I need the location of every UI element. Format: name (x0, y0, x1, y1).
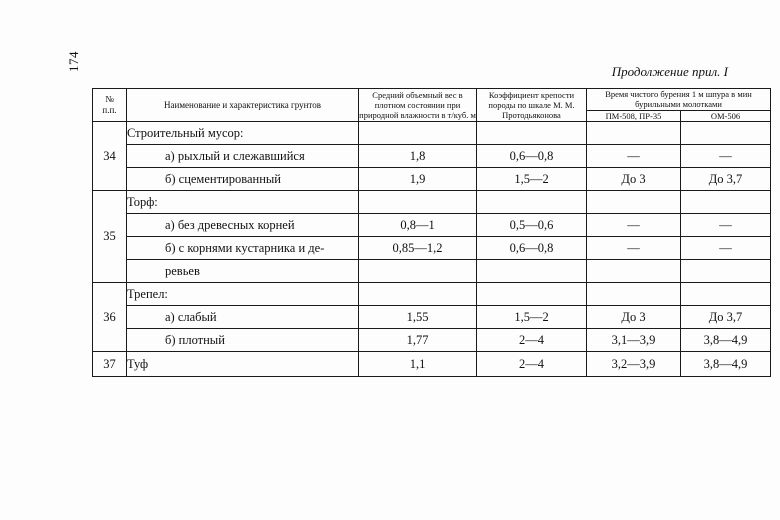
table-row (93, 283, 771, 306)
table-body (93, 122, 771, 377)
table-row (93, 191, 771, 214)
cell-time-pm508: До 3 (587, 168, 681, 191)
cell-time-pm508 (587, 122, 681, 145)
cell-density (359, 260, 477, 283)
cell-row-number: 34 (93, 122, 127, 191)
cell-strength: 2—4 (477, 352, 587, 377)
cell-time-om506: — (681, 214, 771, 237)
cell-time-pm508: — (587, 237, 681, 260)
cell-strength (477, 283, 587, 306)
table-row (93, 260, 771, 283)
cell-time-om506 (681, 283, 771, 306)
cell-soil-name: Туф (127, 352, 359, 377)
cell-time-pm508 (587, 191, 681, 214)
cell-time-pm508: До 3 (587, 306, 681, 329)
cell-strength: 1,5—2 (477, 168, 587, 191)
cell-time-pm508: 3,1—3,9 (587, 329, 681, 352)
cell-density: 0,8—1 (359, 214, 477, 237)
cell-strength: 0,6—0,8 (477, 237, 587, 260)
cell-density (359, 122, 477, 145)
header-strength-coefficient: Коэффициент крепости породы по шкале М. М. Протодьяконова (477, 89, 587, 122)
cell-density: 0,85—1,2 (359, 237, 477, 260)
cell-time-om506 (681, 260, 771, 283)
cell-soil-name: а) слабый (127, 306, 359, 329)
continuation-note: Продолжение прил. I (611, 64, 728, 79)
cell-soil-name: Трепел: (127, 283, 359, 306)
cell-soil-name: б) с корнями кустарника и де- (127, 237, 359, 260)
cell-time-om506: До 3,7 (681, 168, 771, 191)
cell-strength: 0,5—0,6 (477, 214, 587, 237)
cell-row-number: 37 (93, 352, 127, 377)
cell-strength (477, 260, 587, 283)
cell-strength: 2—4 (477, 329, 587, 352)
header-drill-pm508: ПМ-508, ПР-35 (587, 110, 681, 121)
cell-time-om506 (681, 122, 771, 145)
cell-time-om506: — (681, 145, 771, 168)
cell-strength (477, 191, 587, 214)
table-row (93, 168, 771, 191)
cell-strength: 0,6—0,8 (477, 145, 587, 168)
cell-density: 1,77 (359, 329, 477, 352)
cell-soil-name: б) сцементированный (127, 168, 359, 191)
cell-soil-name: Торф: (127, 191, 359, 214)
cell-density: 1,8 (359, 145, 477, 168)
table-row (93, 329, 771, 352)
cell-time-om506: 3,8—4,9 (681, 352, 771, 377)
cell-time-pm508: — (587, 214, 681, 237)
table-row (93, 237, 771, 260)
header-soil-name: Наименование и характеристика грунтов (127, 89, 359, 122)
cell-density (359, 191, 477, 214)
table-row (93, 214, 771, 237)
header-density: Средний объемный вес в плотном состоянии при природной влажности в т/куб. м (359, 89, 476, 121)
cell-time-pm508: — (587, 145, 681, 168)
cell-density: 1,1 (359, 352, 477, 377)
cell-time-om506: До 3,7 (681, 306, 771, 329)
cell-density (359, 283, 477, 306)
header-row-number (93, 89, 127, 122)
soil-properties-table (92, 88, 771, 377)
header-drilling-time: Время чистого бурения 1 м шпура в мин бурильными молотками (587, 89, 771, 111)
header-row-number-line1: № (105, 94, 114, 105)
cell-time-om506: — (681, 237, 771, 260)
cell-soil-name: ревьев (127, 260, 359, 283)
cell-soil-name: а) без древесных корней (127, 214, 359, 237)
cell-row-number: 36 (93, 283, 127, 352)
cell-strength (477, 122, 587, 145)
table-row (93, 145, 771, 168)
cell-density: 1,55 (359, 306, 477, 329)
cell-strength: 1,5—2 (477, 306, 587, 329)
cell-time-pm508 (587, 260, 681, 283)
page-number: 174 (66, 51, 81, 72)
cell-soil-name: Строительный мусор: (127, 122, 359, 145)
cell-time-pm508: 3,2—3,9 (587, 352, 681, 377)
cell-time-pm508 (587, 283, 681, 306)
header-row-number-line2: п.п. (102, 105, 117, 116)
table-row (93, 352, 771, 377)
cell-soil-name: б) плотный (127, 329, 359, 352)
cell-soil-name: а) рыхлый и слежавшийся (127, 145, 359, 168)
cell-time-om506: 3,8—4,9 (681, 329, 771, 352)
table-header (93, 89, 771, 122)
header-drill-om506: ОМ-506 (681, 110, 771, 121)
cell-row-number: 35 (93, 191, 127, 283)
cell-time-om506 (681, 191, 771, 214)
table-row (93, 122, 771, 145)
cell-density: 1,9 (359, 168, 477, 191)
table-row (93, 306, 771, 329)
